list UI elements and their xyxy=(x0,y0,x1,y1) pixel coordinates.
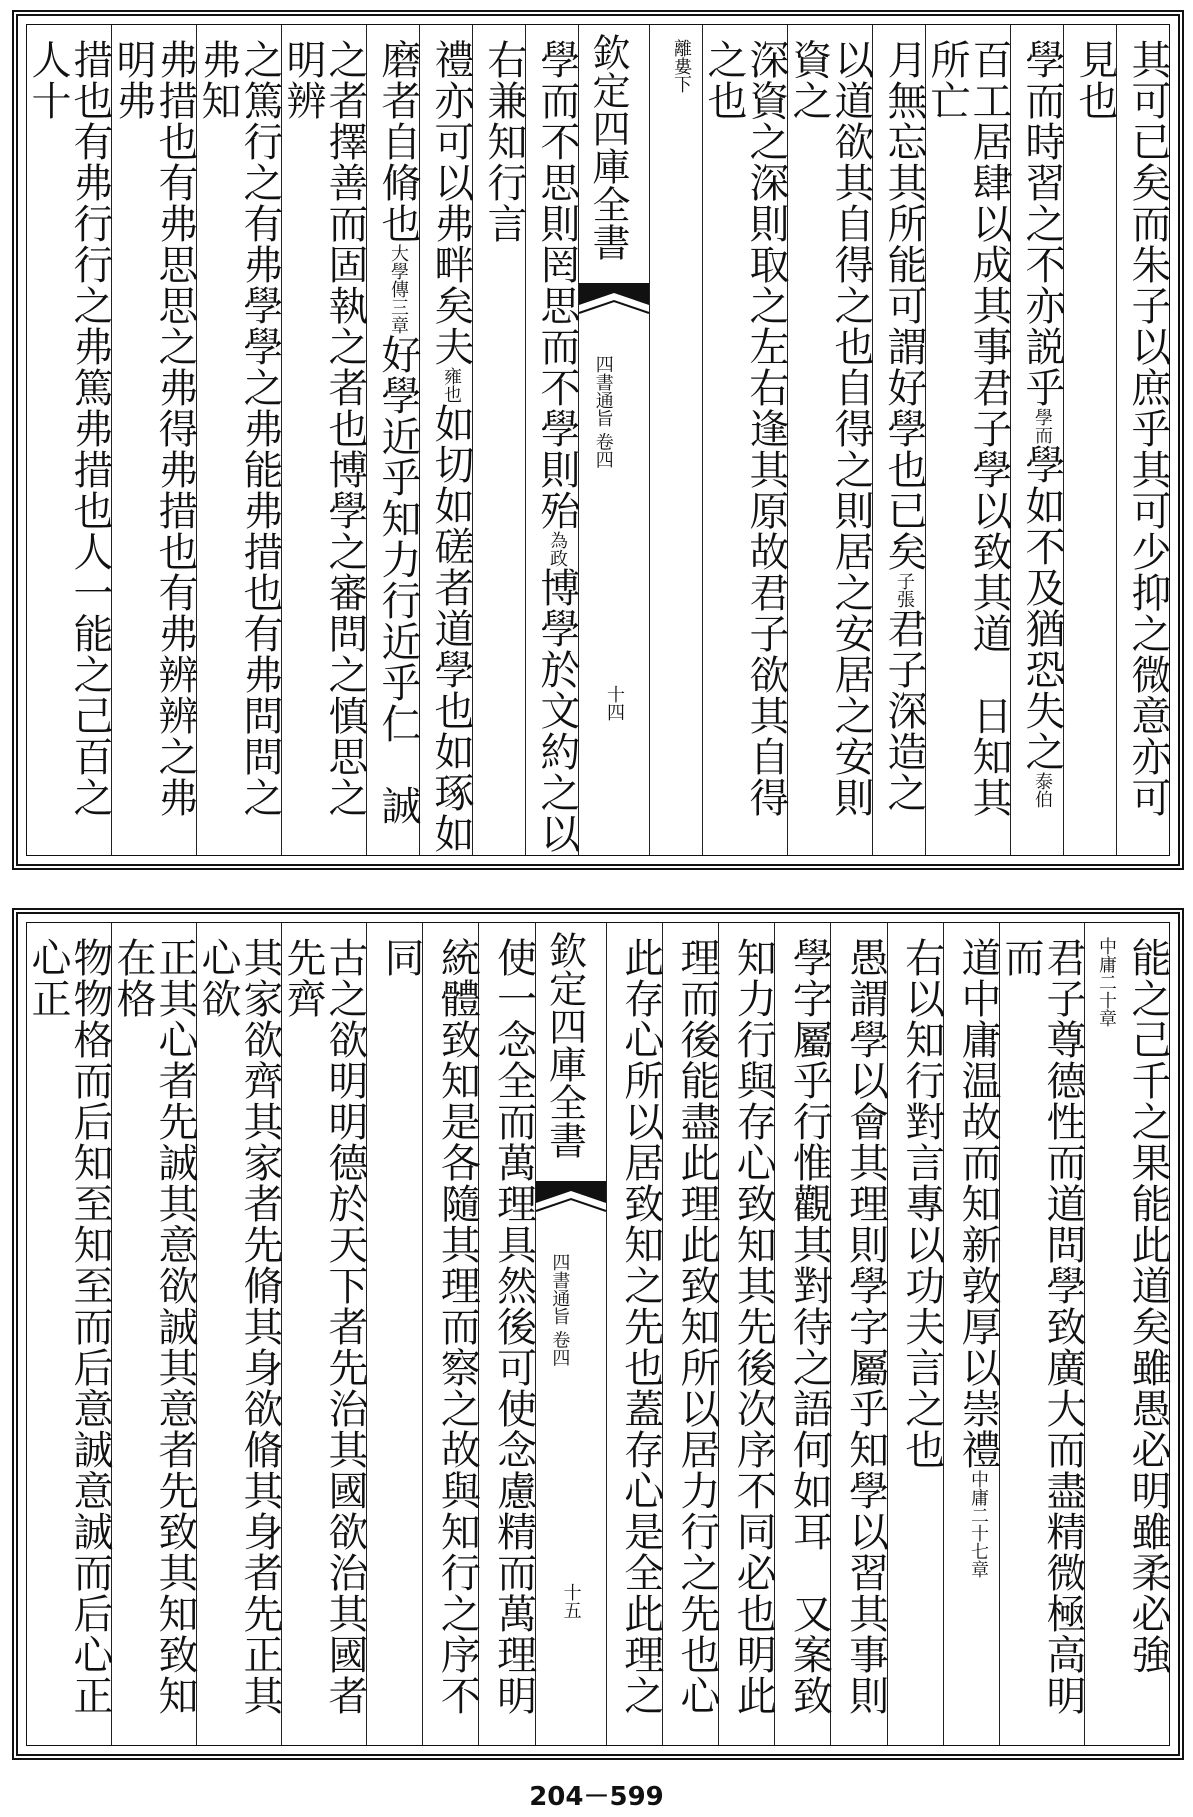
text-column xyxy=(24,923,113,1745)
text-column xyxy=(887,923,943,1745)
column-text: 學字屬乎行惟觀其對待之語何如耳 又案致 xyxy=(786,937,833,1716)
collection-title: 欽定四庫全書 xyxy=(542,931,587,1159)
text-column xyxy=(999,923,1084,1745)
text-column xyxy=(943,923,999,1745)
text-column xyxy=(525,25,578,855)
text-column xyxy=(787,25,872,855)
column-text: 之者擇善而固執之者也博學之審問之慎思之明辨 xyxy=(280,39,368,818)
column-text-continued: 博學於文約之以 xyxy=(534,567,580,854)
column-text: 月無忘其所能可謂好學也已矣 xyxy=(881,39,927,572)
text-column xyxy=(872,25,925,855)
column-text: 之篤行之有弗學學之弗能弗措也有弗問問之弗知 xyxy=(195,39,283,818)
source-annotation: 學而 xyxy=(1032,408,1053,444)
column-text: 深資之深則取之左右逢其原故君子欲其自得之也 xyxy=(701,39,789,818)
column-text: 同 xyxy=(378,937,425,978)
top-page xyxy=(12,10,1184,870)
text-column xyxy=(1084,923,1169,1745)
text-column xyxy=(830,923,889,1745)
text-column xyxy=(718,923,777,1745)
text-column xyxy=(419,25,472,855)
top-page-columns xyxy=(26,24,1170,856)
fishtail-mark xyxy=(536,1181,606,1219)
column-text: 禮亦可以弗畔矣夫 xyxy=(428,39,474,367)
text-column xyxy=(1010,25,1063,855)
column-text: 學而不思則罔思而不學則殆 xyxy=(534,39,580,531)
column-text: 統體致知是各隨其理而察之故與知行之序不 xyxy=(434,937,481,1716)
text-column xyxy=(27,25,111,855)
column-text: 學而時習之不亦説乎 xyxy=(1019,39,1065,408)
column-text: 其可已矣而朱子以庶乎其可少抑之微意亦可 xyxy=(1125,39,1171,818)
column-text: 右兼知行言 xyxy=(481,39,527,244)
book-title-volume: 四書通旨 卷四 xyxy=(549,1253,571,1367)
column-text: 理而後能盡此理此致知所以居力行之先也心 xyxy=(673,937,720,1716)
column-text: 其家欲齊其家者先脩其身欲脩其身者先正其心欲 xyxy=(194,937,283,1716)
column-text: 物物格而后知至知至而后意誠意誠而后心正心正 xyxy=(24,937,113,1716)
column-text: 愚謂學以會其理則學字屬乎知學以習其事則 xyxy=(842,937,889,1716)
text-column xyxy=(925,25,1010,855)
column-text: 君子尊德性而道問學致廣大而盡精微極高明而 xyxy=(998,937,1086,1716)
text-column xyxy=(472,25,525,855)
source-annotation: 中庸二十章 xyxy=(1096,937,1117,1027)
source-annotation: 泰伯 xyxy=(1032,772,1053,808)
text-column xyxy=(478,923,537,1745)
folio-number: 十四 xyxy=(604,685,625,721)
column-text: 古之欲明明德於天下者先治其國欲治其國者先齊 xyxy=(279,937,368,1716)
column-text: 見也 xyxy=(1072,39,1118,121)
text-column xyxy=(1063,25,1116,855)
fishtail-mark xyxy=(579,283,649,321)
column-text: 百工居肆以成其事君子學以致其道 日知其所亡 xyxy=(924,39,1012,818)
center-margin xyxy=(578,25,649,855)
column-text-continued: 如切如磋者道學也如琢如 xyxy=(428,403,474,854)
source-annotation: 為政 xyxy=(547,531,568,567)
book-title-volume: 四書通旨 卷四 xyxy=(592,355,614,469)
column-text: 道中庸温故而知新敦厚以崇禮 xyxy=(955,937,1001,1470)
column-text-continued: 好學近乎知力行近乎仁 誠 xyxy=(375,334,421,826)
plate-number: 204－599 xyxy=(529,1782,664,1812)
text-column xyxy=(281,25,366,855)
bottom-page-columns xyxy=(26,922,1170,1746)
column-text-continued: 君子深造之 xyxy=(881,608,927,813)
column-text: 知力行與存心致知其先後次序不同必也明此 xyxy=(730,937,777,1716)
text-column xyxy=(281,923,366,1745)
column-text: 正其心者先誠其意欲誠其意者先致其知致知在格 xyxy=(109,937,198,1716)
column-text: 使一念全而萬理具然後可使念慮精而萬理明 xyxy=(490,937,537,1716)
collection-title: 欽定四庫全書 xyxy=(586,33,630,261)
column-text: 弗措也有弗思思之弗得弗措也有弗辨辨之弗明弗 xyxy=(110,39,198,818)
text-column xyxy=(422,923,481,1745)
source-annotation: 大學傳三章 xyxy=(388,244,409,334)
source-annotation: 離婁下 xyxy=(671,39,692,93)
text-column xyxy=(196,25,281,855)
source-annotation: 雍也 xyxy=(441,367,462,403)
text-column xyxy=(649,25,702,855)
source-annotation: 子張 xyxy=(894,572,915,608)
column-text: 磨者自脩也 xyxy=(375,39,421,244)
text-column xyxy=(1116,25,1169,855)
text-column xyxy=(111,923,196,1745)
column-text-continued: 學如不及猶恐失之 xyxy=(1019,444,1065,772)
text-column xyxy=(606,923,662,1745)
column-text: 此存心所以居致知之先也蓋存心是全此理之 xyxy=(617,937,664,1716)
text-column xyxy=(196,923,281,1745)
column-text: 右以知行對言專以功夫言之也 xyxy=(898,937,945,1470)
source-annotation: 中庸二十七章 xyxy=(968,1470,989,1578)
text-column xyxy=(111,25,196,855)
column-text: 能之己千之果能此道矣雖愚必明雖柔必強 xyxy=(1125,937,1171,1675)
folio-number: 十五 xyxy=(560,1583,582,1619)
center-margin xyxy=(535,923,606,1745)
bottom-page xyxy=(12,908,1184,1760)
text-column xyxy=(662,923,718,1745)
column-text: 措也有弗行行之弗篤弗措也人一能之己百之人十 xyxy=(25,39,113,818)
text-column xyxy=(366,25,419,855)
text-column xyxy=(366,923,425,1745)
text-column xyxy=(702,25,787,855)
column-text: 以道欲其自得之也自得之則居之安居之安則資之 xyxy=(786,39,874,818)
text-column xyxy=(774,923,833,1745)
